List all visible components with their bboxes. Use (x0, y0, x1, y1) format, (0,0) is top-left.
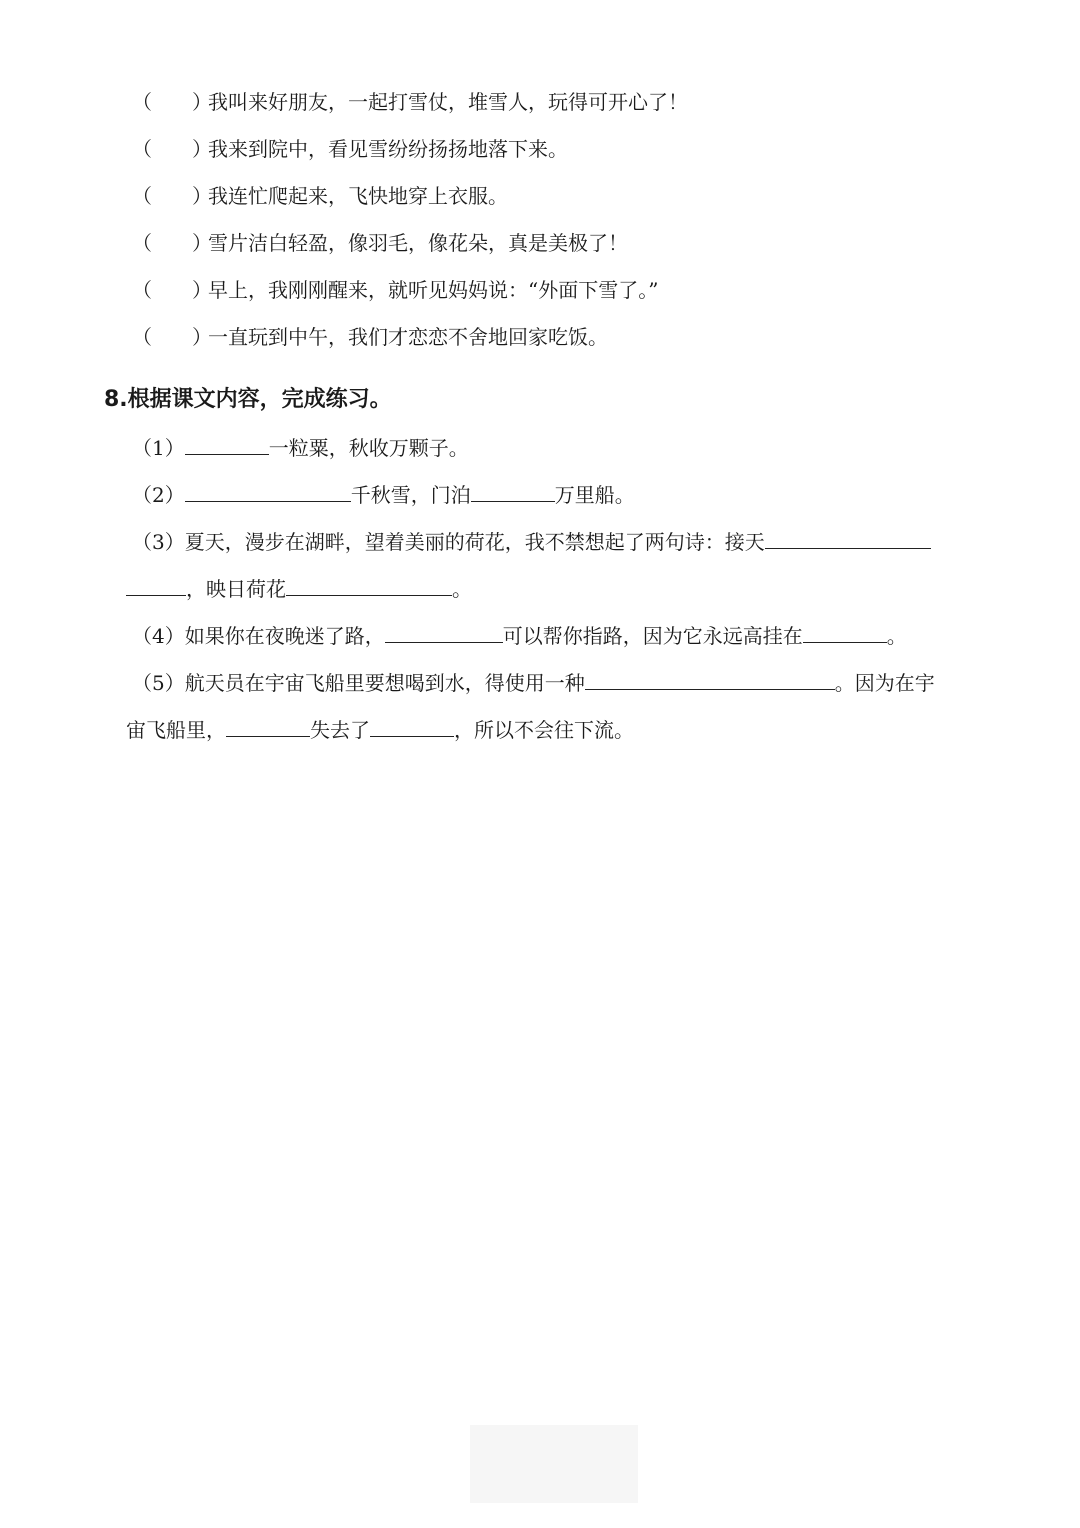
bracket-open: （ (132, 325, 152, 349)
answer-blank[interactable] (585, 663, 835, 690)
bracket-close: ） (192, 184, 212, 208)
answer-blank[interactable] (185, 475, 351, 502)
sentence-order-list (132, 84, 952, 366)
question-text: 万里船。 (554, 483, 635, 507)
answer-blank[interactable] (185, 428, 269, 455)
order-item (132, 272, 952, 319)
order-item (132, 84, 952, 131)
scan-smudge (470, 1425, 638, 1503)
bracket-open: （ (132, 90, 152, 114)
answer-blank[interactable] (126, 569, 186, 596)
order-item-text: 我叫来好朋友，一起打雪仗，堆雪人，玩得可开心了！ (208, 90, 688, 114)
order-item-text: 一直玩到中午，我们才恋恋不舍地回家吃饭。 (208, 325, 608, 349)
question-text: 夏天，漫步在湖畔，望着美丽的荷花，我不禁想起了两句诗：接天 (184, 530, 765, 554)
bracket-open: （ (132, 278, 152, 302)
bracket-close: ） (192, 325, 212, 349)
question-5-line-1 (126, 663, 956, 710)
question-1 (126, 428, 956, 475)
order-item-text: 雪片洁白轻盈，像羽毛，像花朵，真是美极了！ (208, 231, 628, 255)
answer-blank[interactable] (226, 710, 310, 737)
answer-blank[interactable] (370, 710, 454, 737)
section-8-exercises (126, 428, 956, 757)
question-text: 宙飞船里， (126, 718, 226, 742)
answer-blank[interactable] (471, 475, 555, 502)
question-text: 一粒粟，秋收万颗子。 (268, 436, 469, 460)
section-8-title: 8.根据课文内容，完成练习。 (104, 387, 392, 412)
question-text: 千秋雪，门泊 (350, 483, 471, 507)
question-text: ，映日荷花 (186, 577, 286, 601)
order-item (132, 225, 952, 272)
bracket-open: （ (132, 231, 152, 255)
question-text: 。 (452, 577, 472, 601)
order-answer-bracket[interactable] (132, 272, 212, 308)
bracket-close: ） (192, 278, 212, 302)
question-text: 。因为在宇 (834, 671, 935, 695)
question-text: 航天员在宇宙飞船里要想喝到水，得使用一种 (184, 671, 585, 695)
question-text: 可以帮你指路，因为它永远高挂在 (502, 624, 803, 648)
order-answer-bracket[interactable] (132, 225, 212, 261)
question-number: （5） (132, 671, 185, 695)
question-number: （1） (132, 436, 185, 460)
order-answer-bracket[interactable] (132, 178, 212, 214)
order-item-text: 我来到院中，看见雪纷纷扬扬地落下来。 (208, 137, 568, 161)
answer-blank[interactable] (286, 569, 452, 596)
bracket-close: ） (192, 137, 212, 161)
bracket-open: （ (132, 184, 152, 208)
question-2 (126, 475, 956, 522)
order-answer-bracket[interactable] (132, 84, 212, 120)
question-number: （4） (132, 624, 185, 648)
answer-blank[interactable] (803, 616, 887, 643)
question-text: 。 (886, 624, 907, 648)
question-text: 失去了 (310, 718, 370, 742)
question-text: 如果你在夜晚迷了路， (184, 624, 385, 648)
order-item (132, 178, 952, 225)
order-item (132, 319, 952, 366)
order-item-text: 早上，我刚刚醒来，就听见妈妈说：“外面下雪了。” (208, 278, 659, 302)
bracket-open: （ (132, 137, 152, 161)
order-answer-bracket[interactable] (132, 131, 212, 167)
order-item-text: 我连忙爬起来，飞快地穿上衣服。 (208, 184, 508, 208)
question-text: ，所以不会往下流。 (454, 718, 634, 742)
question-3-line-1 (126, 522, 956, 569)
question-4 (126, 616, 956, 663)
question-3-line-2 (126, 569, 956, 616)
bracket-close: ） (192, 231, 212, 255)
answer-blank[interactable] (385, 616, 503, 643)
bracket-close: ） (192, 90, 212, 114)
question-number: （3） (132, 530, 185, 554)
order-answer-bracket[interactable] (132, 319, 212, 355)
question-5-line-2 (126, 710, 956, 757)
order-item (132, 131, 952, 178)
answer-blank[interactable] (765, 522, 931, 549)
question-number: （2） (132, 483, 185, 507)
